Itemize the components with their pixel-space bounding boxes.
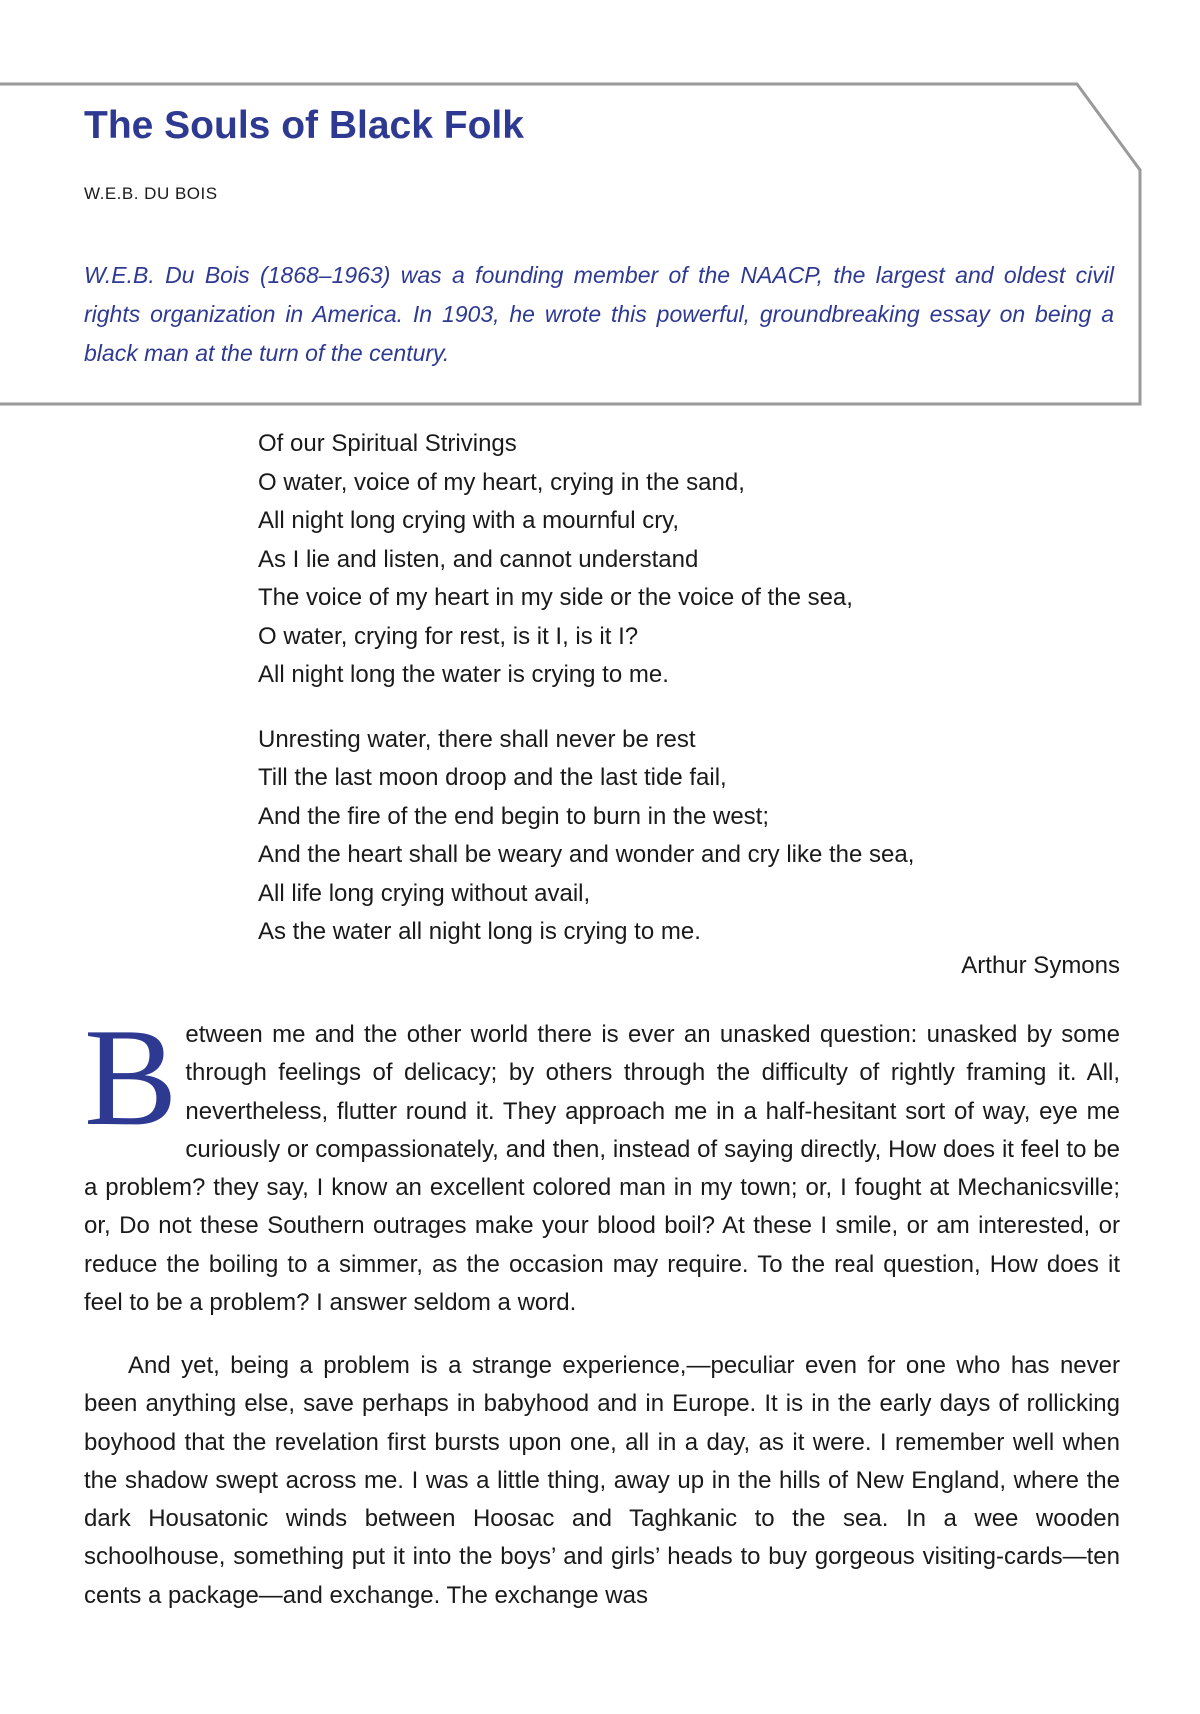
author-name: W.E.B. DU BOIS: [84, 184, 218, 203]
drop-cap: B: [84, 1000, 178, 1155]
body-paragraph-2: And yet, being a problem is a strange experience,—peculiar even for one who has never been anything else, save perhaps in babyhood and in Europe. It is in the early days of rollicking boyhood that the revelation first bursts upon one, all in a day, as it were. I remember well when the shadow swept across me. I was a little thing, away up in the hills of New England, where the dark Housatonic winds between Hoosac and Taghkanic to the sea. In a wee wooden schoolhouse, something put it into the boys’ and girls’ heads to buy gorgeous visiting-cards—ten cents a package—and exchange. The exchange was: [84, 1352, 1120, 1609]
poem-line: As I lie and listen, and cannot understand: [258, 545, 699, 573]
poem-line: The voice of my heart in my side or the voice of the sea,: [258, 584, 853, 611]
poem-line: And the fire of the end begin to burn in the west;: [258, 802, 770, 830]
epigraph-poem: [258, 425, 1120, 952]
intro-text: W.E.B. Du Bois (1868–1963) was a founding member of the NAACP, the largest and oldest civil rights organization in America. In 1903, he wrote this powerful, groundbreaking essay on being a black man at the turn of the century.: [84, 262, 1114, 366]
poem-stanza-1: [258, 425, 1120, 695]
poem-line: All life long crying without avail,: [258, 879, 591, 907]
poem-line: O water, crying for rest, is it I, is it I?: [258, 622, 639, 650]
poem-line: Till the last moon droop and the last tide fail,: [258, 764, 727, 791]
poem-stanza-2: [258, 721, 1120, 952]
body-paragraph-1: [84, 1000, 1120, 1322]
poem-line: O water, voice of my heart, crying in the sand,: [258, 468, 745, 496]
poem-line: All night long the water is crying to me.: [258, 661, 669, 688]
stanza-gap: [258, 695, 1120, 721]
poem-attribution: Arthur Symons: [961, 952, 1120, 979]
poem-line: All night long crying with a mournful cry,: [258, 507, 680, 534]
poem-line: As the water all night long is crying to me.: [258, 918, 701, 945]
poem-line: Of our Spiritual Strivings: [258, 430, 517, 457]
page-title: The Souls of Black Folk: [84, 104, 524, 147]
paragraph-1-text: etween me and the other world there is ever an unasked question: unasked by some through feelings of delicacy; by others through the difficulty of rightly framing it. All, nevertheless, flutter round it. They approach me in a half-hesitant sort of way, eye me curiously or compassionately, and then, instead of saying directly, How does it feel to be a problem? they say, I know an excellent colored man in my town; or, I fought at Mechanicsville; or, Do not these Southern outrages make your blood boil? At these I smile, or am interested, or reduce the boiling to a simmer, as the occasion may require. To the real question, How does it feel to be a problem? I answer seldom a word.: [84, 1021, 1120, 1317]
poem-line: Unresting water, there shall never be rest: [258, 725, 696, 753]
poem-line: And the heart shall be weary and wonder and cry like the sea,: [258, 841, 915, 868]
